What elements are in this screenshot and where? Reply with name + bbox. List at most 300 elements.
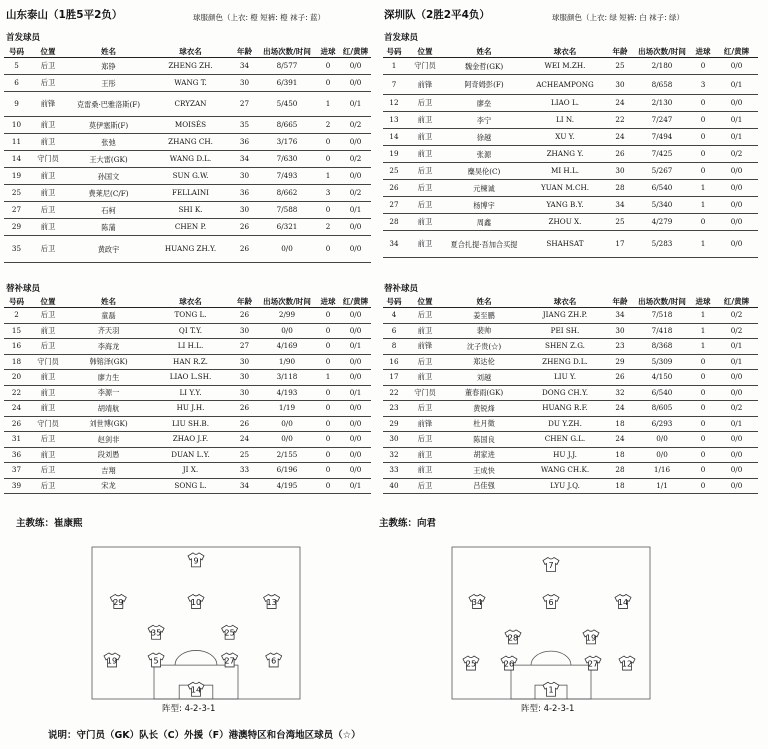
player-shirt-number: 12 xyxy=(621,659,633,669)
shirt-name: ZHOU X. xyxy=(523,214,607,231)
cards: 0/0 xyxy=(715,197,758,214)
player-age: 36 xyxy=(231,185,258,202)
table-row xyxy=(4,463,371,479)
appearances: 7/418 xyxy=(633,323,691,339)
player-age: 26 xyxy=(231,401,258,417)
player-number: 16 xyxy=(383,354,405,370)
home-starters-label: 首发球员 xyxy=(6,33,41,43)
player-number: 34 xyxy=(383,231,405,258)
appearances: 0/0 xyxy=(258,236,316,263)
player-number: 33 xyxy=(383,463,405,479)
penalty-arc xyxy=(175,650,217,665)
table-row xyxy=(383,58,758,75)
penalty-arc xyxy=(531,651,571,665)
appearances: 5/283 xyxy=(633,231,691,258)
table-row xyxy=(383,339,758,355)
appearances: 8/658 xyxy=(633,75,691,95)
player-age: 27 xyxy=(231,339,258,355)
column-header-appearances: 出场次数/时间 xyxy=(258,296,316,308)
goals: 0 xyxy=(316,463,340,479)
player-number: 31 xyxy=(4,432,29,448)
player-age: 17 xyxy=(607,231,633,258)
table-row xyxy=(4,416,371,432)
player-shirt-icon xyxy=(110,594,126,608)
player-age: 25 xyxy=(607,58,633,75)
player-number: 11 xyxy=(4,134,29,151)
player-age: 23 xyxy=(607,339,633,355)
player-age: 24 xyxy=(607,95,633,112)
player-name: 陈蒲 xyxy=(67,219,150,236)
appearances: 7/518 xyxy=(633,308,691,324)
player-name: 麋昊伦(C) xyxy=(445,163,523,180)
goals: 0 xyxy=(316,432,340,448)
table-row xyxy=(4,401,371,417)
player-position: 后卫 xyxy=(405,432,445,448)
appearances: 0/0 xyxy=(258,432,316,448)
appearances: 7/493 xyxy=(258,168,316,185)
player-position: 后卫 xyxy=(29,75,67,92)
player-number: 1 xyxy=(383,58,405,75)
player-age: 28 xyxy=(607,180,633,197)
shirt-name: YUAN M.CH. xyxy=(523,180,607,197)
goals: 0 xyxy=(691,401,715,417)
column-header-player-age: 年龄 xyxy=(231,296,258,308)
player-name: 陈国良 xyxy=(445,432,523,448)
shirt-name: MOISÉS xyxy=(150,117,231,134)
player-position: 后卫 xyxy=(29,478,67,494)
player-age: 27 xyxy=(231,92,258,117)
appearances: 2/130 xyxy=(633,95,691,112)
player-age: 24 xyxy=(607,432,633,448)
table-row xyxy=(4,134,371,151)
column-header-appearances: 出场次数/时间 xyxy=(633,296,691,308)
goals: 3 xyxy=(316,185,340,202)
player-name: 刘世博(GK) xyxy=(67,416,150,432)
player-number: 26 xyxy=(383,180,405,197)
player-age: 18 xyxy=(607,416,633,432)
cards: 0/0 xyxy=(340,236,371,263)
shirt-name: ZHAO J.F. xyxy=(150,432,231,448)
player-name: 费莱尼(C/F) xyxy=(67,185,150,202)
home-team-title: 山东泰山（1胜5平2负） xyxy=(6,9,123,21)
player-shirt-number: 34 xyxy=(471,597,483,607)
table-row xyxy=(383,112,758,129)
cards: 0/0 xyxy=(340,432,371,448)
away-formation-pitch xyxy=(451,546,651,700)
appearances: 1/90 xyxy=(258,354,316,370)
table-row xyxy=(383,401,758,417)
goals: 0 xyxy=(691,432,715,448)
player-position: 前卫 xyxy=(405,214,445,231)
player-age: 30 xyxy=(231,385,258,401)
shirt-name: TONG L. xyxy=(150,308,231,324)
player-age: 26 xyxy=(607,370,633,386)
shirt-name: DONG CH.Y. xyxy=(523,385,607,401)
shirt-name: WANG T. xyxy=(150,75,231,92)
player-shirt-icon xyxy=(505,630,521,644)
player-shirt-number: 27 xyxy=(587,659,599,669)
column-header-player-name: 姓名 xyxy=(445,296,523,308)
player-age: 18 xyxy=(607,478,633,494)
player-number: 10 xyxy=(4,117,29,134)
appearances: 8/665 xyxy=(258,117,316,134)
player-number: 35 xyxy=(4,236,29,263)
goals: 1 xyxy=(691,323,715,339)
player-number: 32 xyxy=(383,447,405,463)
cards: 0/0 xyxy=(340,168,371,185)
player-number: 6 xyxy=(4,75,29,92)
player-age: 26 xyxy=(231,416,258,432)
player-number: 13 xyxy=(383,112,405,129)
appearances: 6/540 xyxy=(633,385,691,401)
player-position: 后卫 xyxy=(405,354,445,370)
player-position: 后卫 xyxy=(405,308,445,324)
shirt-name: SHI K. xyxy=(150,202,231,219)
goals: 0 xyxy=(691,129,715,146)
column-header-player-number: 号码 xyxy=(383,296,405,308)
player-shirt-icon xyxy=(463,656,479,670)
player-shirt-icon xyxy=(266,653,282,667)
away-starters-label: 首发球员 xyxy=(384,33,419,43)
home-subs-label: 替补球员 xyxy=(6,284,41,294)
cards: 0/0 xyxy=(715,385,758,401)
table-row xyxy=(383,432,758,448)
player-number: 27 xyxy=(4,202,29,219)
appearances: 4/279 xyxy=(633,214,691,231)
goals: 0 xyxy=(316,416,340,432)
player-shirt-number: 6 xyxy=(548,597,554,607)
player-position: 前卫 xyxy=(29,134,67,151)
cards: 0/2 xyxy=(715,323,758,339)
player-shirt-number: 14 xyxy=(617,597,629,607)
table-row xyxy=(383,447,758,463)
shirt-name: ZHENG D.L. xyxy=(523,354,607,370)
shirt-name: ZHANG Y. xyxy=(523,146,607,163)
column-header-player-name: 姓名 xyxy=(445,46,523,58)
table-row xyxy=(4,58,371,75)
player-name: 郑铮 xyxy=(67,58,150,75)
player-position: 后卫 xyxy=(405,197,445,214)
shirt-name: CHEN P. xyxy=(150,219,231,236)
cards: 0/0 xyxy=(340,323,371,339)
away-coach: 主教练：向君 xyxy=(379,518,437,529)
goals: 0 xyxy=(316,75,340,92)
cards: 0/2 xyxy=(340,185,371,202)
shirt-name: LIU SH.B. xyxy=(150,416,231,432)
player-age: 25 xyxy=(231,447,258,463)
player-position: 守门员 xyxy=(405,385,445,401)
player-name: 李源一 xyxy=(67,385,150,401)
column-header-cards: 红/黄牌 xyxy=(715,296,758,308)
player-number: 24 xyxy=(4,401,29,417)
table-row xyxy=(383,323,758,339)
shirt-name: XU Y. xyxy=(523,129,607,146)
table-row xyxy=(383,146,758,163)
goals: 1 xyxy=(691,197,715,214)
table-row xyxy=(383,308,758,324)
player-position: 前卫 xyxy=(29,385,67,401)
player-shirt-icon xyxy=(188,682,204,696)
player-shirt-icon xyxy=(619,656,635,670)
cards: 0/2 xyxy=(340,151,371,168)
appearances: 1/1 xyxy=(633,478,691,494)
appearances: 3/176 xyxy=(258,134,316,151)
player-age: 30 xyxy=(231,168,258,185)
appearances: 4/195 xyxy=(258,478,316,494)
player-position: 前卫 xyxy=(405,146,445,163)
appearances: 7/494 xyxy=(633,129,691,146)
player-position: 后卫 xyxy=(29,236,67,263)
player-name: 赵剑非 xyxy=(67,432,150,448)
player-age: 35 xyxy=(231,117,258,134)
column-header-player-name: 姓名 xyxy=(67,296,150,308)
shirt-name: JI X. xyxy=(150,463,231,479)
player-name: 张弛 xyxy=(67,134,150,151)
shirt-name: HAN R.Z. xyxy=(150,354,231,370)
player-age: 36 xyxy=(231,134,258,151)
player-position: 前卫 xyxy=(405,231,445,258)
shirt-name: SHEN Z.G. xyxy=(523,339,607,355)
table-row xyxy=(4,308,371,324)
shirt-name: CHEN G.L. xyxy=(523,432,607,448)
player-number: 9 xyxy=(4,92,29,117)
player-name: 徐越 xyxy=(445,129,523,146)
cards: 0/2 xyxy=(715,308,758,324)
cards: 0/1 xyxy=(340,385,371,401)
player-position: 后卫 xyxy=(29,463,67,479)
shirt-name: LI H.L. xyxy=(150,339,231,355)
column-header-player-position: 位置 xyxy=(405,46,445,58)
table-row xyxy=(4,370,371,386)
player-age: 30 xyxy=(607,323,633,339)
shirt-name: DUAN L.Y. xyxy=(150,447,231,463)
player-number: 36 xyxy=(4,447,29,463)
goals: 2 xyxy=(316,117,340,134)
shirt-name: QI T.Y. xyxy=(150,323,231,339)
cards: 0/0 xyxy=(715,478,758,494)
cards: 0/1 xyxy=(340,478,371,494)
player-age: 26 xyxy=(231,236,258,263)
player-number: 17 xyxy=(383,370,405,386)
shirt-name: HUANG R.F. xyxy=(523,401,607,417)
goals: 0 xyxy=(316,354,340,370)
player-number: 8 xyxy=(383,339,405,355)
player-position: 前卫 xyxy=(405,463,445,479)
away-formation: 阵型: 4-2-3-1 xyxy=(521,704,575,714)
table-row xyxy=(383,478,758,494)
away-kit-colors: 球服颜色（上衣: 绿 短裤: 白 袜子: 绿） xyxy=(552,13,684,22)
player-name: 克雷桑·巴雅洛斯(F) xyxy=(67,92,150,117)
cards: 0/0 xyxy=(340,447,371,463)
goals: 0 xyxy=(316,478,340,494)
cards: 0/2 xyxy=(340,117,371,134)
player-position: 后卫 xyxy=(405,163,445,180)
table-row xyxy=(4,385,371,401)
goals: 0 xyxy=(691,146,715,163)
column-header-appearances: 出场次数/时间 xyxy=(633,46,691,58)
player-age: 24 xyxy=(231,432,258,448)
cards: 0/0 xyxy=(340,370,371,386)
appearances: 8/368 xyxy=(633,339,691,355)
home-subs-table xyxy=(4,296,371,494)
player-name: 黄锐烽 xyxy=(445,401,523,417)
player-number: 6 xyxy=(383,323,405,339)
cards: 0/0 xyxy=(340,463,371,479)
player-number: 7 xyxy=(383,75,405,95)
appearances: 4/193 xyxy=(258,385,316,401)
cards: 0/1 xyxy=(340,92,371,117)
appearances: 0/0 xyxy=(258,416,316,432)
player-shirt-number: 19 xyxy=(585,633,597,643)
table-row xyxy=(383,214,758,231)
shirt-name: LI Y.Y. xyxy=(150,385,231,401)
player-position: 后卫 xyxy=(29,58,67,75)
player-shirt-icon xyxy=(104,653,120,667)
goals: 1 xyxy=(316,370,340,386)
player-number: 5 xyxy=(4,58,29,75)
appearances: 6/321 xyxy=(258,219,316,236)
player-shirt-icon xyxy=(148,625,164,639)
player-number: 19 xyxy=(383,146,405,163)
goals: 0 xyxy=(691,370,715,386)
shirt-name: YANG B.Y. xyxy=(523,197,607,214)
player-shirt-number: 14 xyxy=(190,685,202,695)
column-header-player-age: 年龄 xyxy=(607,296,633,308)
player-name: 胡靖航 xyxy=(67,401,150,417)
column-header-player-number: 号码 xyxy=(4,296,29,308)
player-number: 25 xyxy=(383,163,405,180)
cards: 0/0 xyxy=(715,432,758,448)
table-row xyxy=(383,129,758,146)
table-row xyxy=(383,385,758,401)
cards: 0/1 xyxy=(715,416,758,432)
player-number: 26 xyxy=(4,416,29,432)
appearances: 2/180 xyxy=(633,58,691,75)
player-name: 王彤 xyxy=(67,75,150,92)
shirt-name: HU J.H. xyxy=(150,401,231,417)
appearances: 6/540 xyxy=(633,180,691,197)
appearances: 4/169 xyxy=(258,339,316,355)
table-row xyxy=(4,432,371,448)
player-name: 胡家进 xyxy=(445,447,523,463)
shirt-name: DU Y.ZH. xyxy=(523,416,607,432)
player-number: 28 xyxy=(383,214,405,231)
player-shirt-icon xyxy=(543,682,559,696)
column-header-goals: 进球 xyxy=(316,296,340,308)
player-position: 前卫 xyxy=(29,370,67,386)
cards: 0/0 xyxy=(715,58,758,75)
goals: 0 xyxy=(691,416,715,432)
column-header-goals: 进球 xyxy=(316,46,340,58)
cards: 0/0 xyxy=(340,58,371,75)
column-header-shirt-name: 球衣名 xyxy=(150,46,231,58)
away-starters-table xyxy=(383,46,758,258)
cards: 0/0 xyxy=(715,95,758,112)
table-row xyxy=(4,185,371,202)
player-number: 40 xyxy=(383,478,405,494)
player-name: 董春雨(GK) xyxy=(445,385,523,401)
shirt-name: ZHENG ZH. xyxy=(150,58,231,75)
player-name: 刘越 xyxy=(445,370,523,386)
player-number: 37 xyxy=(4,463,29,479)
player-age: 25 xyxy=(607,214,633,231)
shirt-name: LIU Y. xyxy=(523,370,607,386)
table-row xyxy=(4,339,371,355)
player-number: 29 xyxy=(4,219,29,236)
appearances: 2/155 xyxy=(258,447,316,463)
cards: 0/0 xyxy=(715,214,758,231)
goals: 1 xyxy=(691,231,715,258)
table-row xyxy=(383,463,758,479)
appearances: 7/630 xyxy=(258,151,316,168)
player-number: 4 xyxy=(383,308,405,324)
player-number: 39 xyxy=(4,478,29,494)
appearances: 5/340 xyxy=(633,197,691,214)
player-shirt-number: 5 xyxy=(153,656,159,666)
appearances: 6/196 xyxy=(258,463,316,479)
appearances: 5/450 xyxy=(258,92,316,117)
column-header-player-number: 号码 xyxy=(4,46,29,58)
player-number: 15 xyxy=(4,323,29,339)
goals: 0 xyxy=(316,447,340,463)
player-number: 23 xyxy=(383,401,405,417)
shirt-name: MI H.L. xyxy=(523,163,607,180)
player-name: 杜月徵 xyxy=(445,416,523,432)
table-row xyxy=(383,95,758,112)
shirt-name: LIAO L. xyxy=(523,95,607,112)
table-row xyxy=(4,75,371,92)
table-row xyxy=(4,478,371,494)
goals: 0 xyxy=(691,354,715,370)
player-shirt-icon xyxy=(222,625,238,639)
appearances: 5/267 xyxy=(633,163,691,180)
player-name: 吕佳强 xyxy=(445,478,523,494)
player-age: 29 xyxy=(607,354,633,370)
column-header-player-name: 姓名 xyxy=(67,46,150,58)
player-age: 34 xyxy=(231,151,258,168)
home-starters-table xyxy=(4,46,371,263)
cards: 0/0 xyxy=(340,416,371,432)
player-position: 后卫 xyxy=(29,202,67,219)
goals: 0 xyxy=(316,401,340,417)
player-number: 29 xyxy=(383,416,405,432)
column-header-appearances: 出场次数/时间 xyxy=(258,46,316,58)
table-row xyxy=(4,354,371,370)
player-name: 周鑫 xyxy=(445,214,523,231)
goals: 0 xyxy=(691,58,715,75)
cards: 0/0 xyxy=(715,231,758,258)
player-shirt-number: 6 xyxy=(271,656,277,666)
shirt-name: WEI M.ZH. xyxy=(523,58,607,75)
player-name: 齐天羽 xyxy=(67,323,150,339)
player-name: 夏合扎提·吾加合买提 xyxy=(445,231,523,258)
cards: 0/1 xyxy=(340,339,371,355)
table-row xyxy=(4,92,371,117)
appearances: 0/0 xyxy=(633,447,691,463)
player-position: 前卫 xyxy=(405,129,445,146)
away-subs-table xyxy=(383,296,758,494)
shirt-name: LI N. xyxy=(523,112,607,129)
home-formation: 阵型: 4-2-3-1 xyxy=(162,704,216,714)
cards: 0/0 xyxy=(340,219,371,236)
player-name: 杨博宇 xyxy=(445,197,523,214)
cards: 0/2 xyxy=(715,401,758,417)
player-position: 前锋 xyxy=(405,75,445,95)
player-position: 前卫 xyxy=(405,112,445,129)
cards: 0/1 xyxy=(715,354,758,370)
cards: 0/1 xyxy=(715,75,758,95)
player-number: 30 xyxy=(383,432,405,448)
